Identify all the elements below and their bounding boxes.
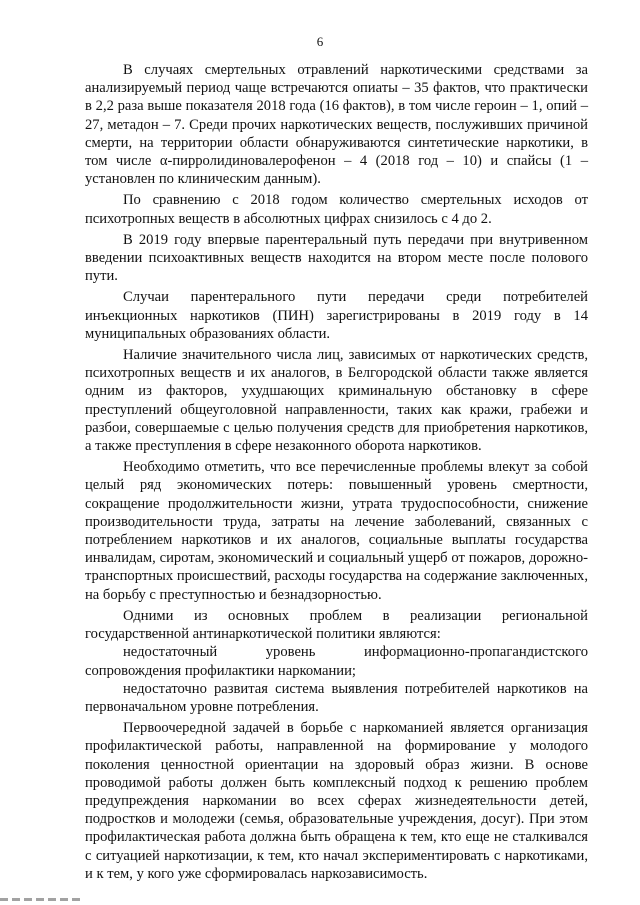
list-item-detection-system: недостаточно развитая система выявления потребителей наркотиков на первоначальном уровне потребления. xyxy=(85,680,588,715)
list-item-information-support: недостаточный уровень информационно-пропагандистского сопровождения профилактики наркомании; xyxy=(85,644,588,679)
paragraph-criminal-situation: Наличие значительного числа лиц, зависимых от наркотических средств, психотропных веществ и их аналогов, в Белгородской области также является одним из факторов, ухудшающих криминальную обстановку в сфере преступлений общеуголовной направленности, таких как кражи, грабежи и разбои, совершаемые с целью получения средств для приобретения наркотиков, а также преступления в сфере незаконного оборота наркотиков. xyxy=(85,347,588,455)
paragraph-parenteral-transmission: В 2019 году впервые парентеральный путь передачи при внутривенном введении психоактивных веществ находится на втором месте после полового пути. xyxy=(85,231,588,285)
paragraph-prevention-work: Первоочередной задачей в борьбе с наркоманией является организация профилактической работы, направленной на формирование у молодого поколения ценностной ориентации на здоровый образ жизни. В основе проводимой работы должен быть комплексный подход к решению проблем предупреждения наркомании во всех сферах жизнедеятельности детей, подростков и молодежи (семья, образовательные учреждения, досуг). При этом профилактическая работа должна быть обращена к тем, кто еще не сталкивался с ситуацией наркотизации, к тем, кто начал экспериментировать с наркотиками, и к тем, у кого уже сформировалась наркозависимость. xyxy=(85,720,588,882)
page-number: 6 xyxy=(316,34,324,49)
paragraph-fatal-poisonings: В случаях смертельных отравлений наркотическими средствами за анализируемый период чаще встречаются опиаты – 35 фактов, что практически в 2,2 раза выше показателя 2018 года (16 фактов), в том числе героин – 1, опий – 27, метадон – 7. Среди прочих наркотических веществ, послуживших причиной смерти, на территории области обнаруживаются синтетические наркотики, в том числе α-пирролидиновалерофенон – 4 (2018 год – 10) и спайсы (1 – установлен по клиническим данным). xyxy=(85,62,588,188)
paragraph-economic-losses: Необходимо отметить, что все перечисленные проблемы влекут за собой целый ряд экономических потерь: повышенный уровень смертности, сокращение продолжительности жизни, утрата трудоспособности, снижение производительности труда, затраты на лечение заболеваний, связанных с потреблением наркотиков и их аналогов, социальные выплаты государства инвалидам, сиротам, экономический и социальный ущерб от пожаров, дорожно-транспортных происшествий, расходы государства на содержание заключенных, на борьбу с преступностью и безнадзорностью. xyxy=(85,459,588,603)
document-body xyxy=(85,61,588,883)
paragraph-pin-cases: Случаи парентерального пути передачи среди потребителей инъекционных наркотиков (ПИН) зарегистрированы в 2019 году в 14 муниципальных образованиях области. xyxy=(85,289,588,342)
scan-edge-mark xyxy=(0,898,80,901)
paragraph-psychotropic-deaths: По сравнению с 2018 годом количество смертельных исходов от психотропных веществ в абсолютных цифрах снизилось с 4 до 2. xyxy=(85,192,588,227)
paragraph-main-problems: Одними из основных проблем в реализации региональной государственной антинаркотической политики являются: xyxy=(85,607,588,643)
